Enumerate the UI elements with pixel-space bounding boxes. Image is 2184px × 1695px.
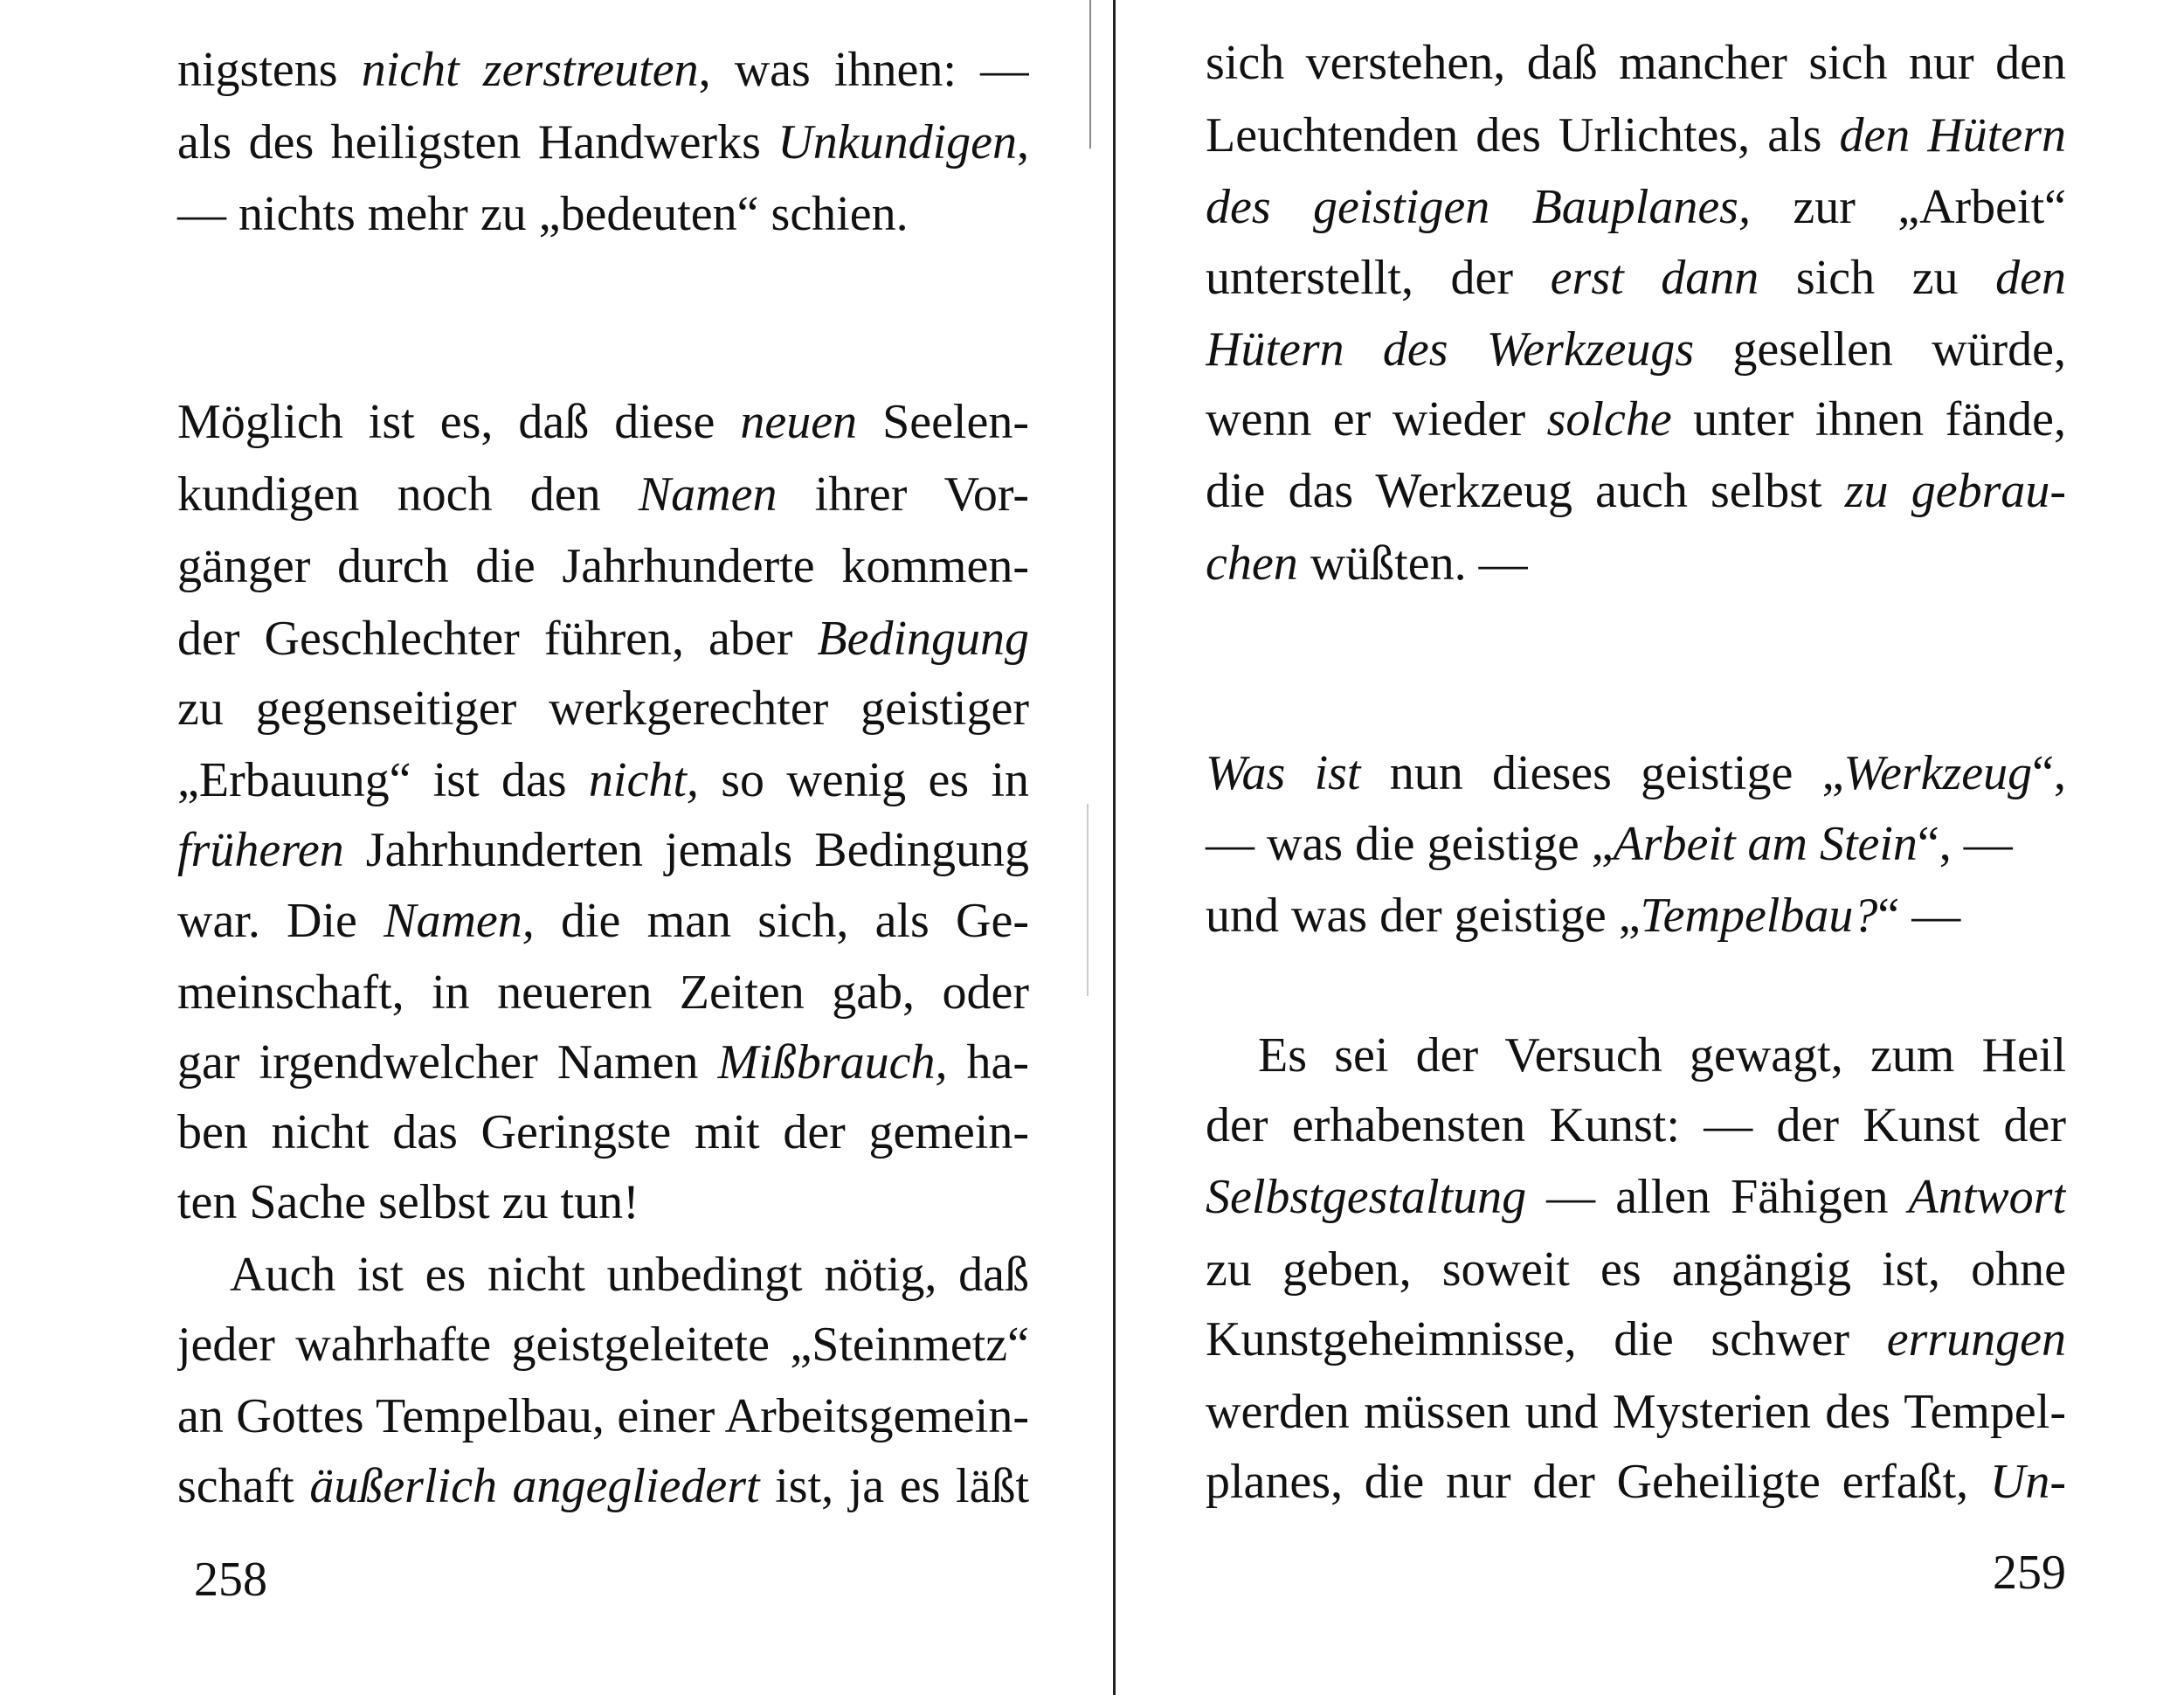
text-line — [1206, 881, 2066, 951]
text: sich verstehen, daß mancher sich nur den — [1206, 36, 2066, 90]
text: — was die geistige „ — [1206, 817, 1614, 871]
text: als des heiligsten Handwerks — [177, 115, 778, 170]
text: nigstens — [177, 43, 362, 97]
text-line — [177, 1167, 1029, 1238]
text: die man sich, als Ge- — [534, 894, 1029, 948]
text-line — [1206, 172, 2066, 243]
italic-text: chen — [1206, 536, 1298, 591]
text: Seelen- — [857, 395, 1029, 449]
text-line — [177, 1310, 1029, 1380]
text: “, — — [1917, 817, 2013, 871]
italic-text: solche — [1546, 392, 1672, 446]
text: — nichts mehr zu „bedeuten“ schien. — [177, 187, 909, 241]
text: wüßten. — — [1297, 536, 1528, 591]
text: nun dieses geistige „ — [1360, 746, 1844, 800]
italic-text: nicht zerstreuten — [361, 43, 699, 97]
text-line — [177, 1027, 1029, 1098]
text: zur „Arbeit“ — [1750, 180, 2066, 234]
italic-text: Namen — [638, 467, 778, 522]
italic-text: Was ist — [1206, 746, 1361, 800]
text-line — [177, 958, 1029, 1028]
italic-text: neuen — [740, 395, 858, 449]
text: „Erbauung“ ist das — [177, 753, 589, 807]
italic-text: zu gebrau- — [1844, 464, 2066, 518]
italic-text: Selbstgestaltung — [1206, 1170, 1527, 1224]
italic-text: Tempelbau? — [1640, 889, 1878, 943]
text: und was der geistige „ — [1206, 889, 1641, 943]
text: sich zu — [1759, 251, 1996, 305]
italic-text: Hütern des Werkzeugs — [1206, 322, 1695, 377]
text: ihrer Vor- — [777, 467, 1029, 522]
text-line — [1206, 1235, 2066, 1305]
text: werden müssen und Mysterien des Tempel- — [1206, 1385, 2066, 1439]
italic-text: Werkzeug — [1843, 746, 2033, 800]
text-line — [177, 815, 1029, 886]
text: ist, ja es läßt — [759, 1459, 1029, 1513]
text-line — [177, 674, 1029, 744]
text: ben nicht das Geringste mit der gemein- — [177, 1105, 1029, 1159]
text-line — [1206, 28, 2066, 99]
italic-text: Unkundigen — [778, 115, 1017, 170]
text-line — [1206, 456, 2066, 527]
text-line — [1206, 1162, 2066, 1233]
text-line — [177, 107, 1029, 178]
text: — allen Fähigen — [1526, 1170, 1909, 1224]
text-line — [1206, 529, 2066, 599]
text: Auch ist es nicht unbedingt nötig, daß — [230, 1248, 1029, 1302]
text: gänger durch die Jahrhunderte kommen- — [177, 539, 1029, 593]
text: gar irgendwelcher Namen — [177, 1035, 718, 1090]
text-line — [177, 604, 1029, 675]
text-line — [1258, 1020, 2066, 1091]
book-gutter-line — [1113, 0, 1116, 1695]
italic-text: erst dann — [1550, 251, 1759, 305]
text-line — [177, 387, 1029, 458]
text-line — [177, 35, 1029, 106]
text: gesellen würde, — [1694, 322, 2066, 377]
italic-text: nicht, — [588, 753, 699, 807]
text-line — [230, 1240, 1029, 1311]
text: war. Die — [177, 894, 384, 948]
text: planes, die nur der Geheiligte erfaßt, — [1206, 1455, 1990, 1509]
text-line — [177, 531, 1029, 602]
text: “ — — [1877, 889, 1961, 943]
text: unter ihnen fände, — [1671, 392, 2066, 446]
text: ten Sache selbst zu tun! — [177, 1175, 639, 1229]
text: der Geschlechter führen, aber — [177, 612, 818, 666]
italic-text: Antwort — [1908, 1170, 2066, 1224]
page-number: 259 — [1993, 1546, 2066, 1600]
text-line — [177, 745, 1029, 816]
text-line — [1206, 738, 2066, 809]
text: der erhabensten Kunst: — der Kunst der — [1206, 1098, 2066, 1152]
text-line — [1206, 1304, 2066, 1375]
text: , — [1017, 115, 1029, 170]
text-line — [177, 1381, 1029, 1452]
italic-text: früheren — [177, 823, 344, 877]
text: wenn er wieder — [1206, 392, 1547, 446]
text: zu gegenseitiger werkgerechter geistiger — [177, 681, 1029, 736]
text: Kunstgeheimnisse, die schwer — [1206, 1312, 1887, 1366]
italic-text: den Hütern — [1839, 108, 2066, 163]
text: unterstellt, der — [1206, 251, 1551, 305]
text-line — [177, 886, 1029, 957]
text: kundigen noch den — [177, 467, 639, 522]
text: so wenig es in — [698, 753, 1029, 807]
text-line — [1206, 809, 2066, 880]
text: meinschaft, in neueren Zeiten gab, oder — [177, 965, 1029, 1020]
text: , was ihnen: — — [698, 43, 1029, 97]
page-number: 258 — [194, 1553, 267, 1607]
text: zu geben, soweit es angängig ist, ohne — [1206, 1242, 2066, 1297]
italic-text: Bedingung — [817, 612, 1029, 666]
text: Jahrhunderten jemals Bedingung — [343, 823, 1029, 877]
text: an Gottes Tempelbau, einer Arbeitsgemein- — [177, 1389, 1029, 1443]
text: ha- — [947, 1035, 1029, 1090]
text-line — [177, 1097, 1029, 1168]
text-line — [1206, 100, 2066, 171]
text: die das Werkzeug auch selbst — [1206, 464, 1845, 518]
text-line — [177, 1451, 1029, 1522]
text-line — [177, 460, 1029, 530]
text-line — [1206, 1447, 2066, 1518]
text-line — [1206, 243, 2066, 314]
text: jeder wahrhafte geistgeleitete „Steinmetz“ — [177, 1318, 1029, 1372]
text-line — [1206, 315, 2066, 385]
italic-text: den — [1995, 251, 2066, 305]
italic-text: Namen, — [384, 894, 535, 948]
italic-text: des geistigen Bauplanes, — [1206, 180, 1751, 234]
text: “, — [2032, 746, 2066, 800]
text: schaft — [177, 1459, 310, 1513]
italic-text: errungen — [1886, 1312, 2066, 1366]
text: Es sei der Versuch gewagt, zum Heil — [1258, 1028, 2066, 1083]
text-line — [177, 179, 1029, 250]
text: Leuchtenden des Urlichtes, als — [1206, 108, 1840, 163]
italic-text: äußerlich angegliedert — [309, 1459, 760, 1513]
text-line — [1206, 1090, 2066, 1161]
italic-text: Un- — [1989, 1455, 2066, 1509]
right-page — [1118, 0, 2184, 1695]
text-line — [1206, 384, 2066, 455]
italic-text: Mißbrauch, — [717, 1035, 948, 1090]
italic-text: Arbeit am Stein — [1613, 817, 1918, 871]
text-line — [1206, 1377, 2066, 1448]
text: Möglich ist es, daß diese — [177, 395, 741, 449]
